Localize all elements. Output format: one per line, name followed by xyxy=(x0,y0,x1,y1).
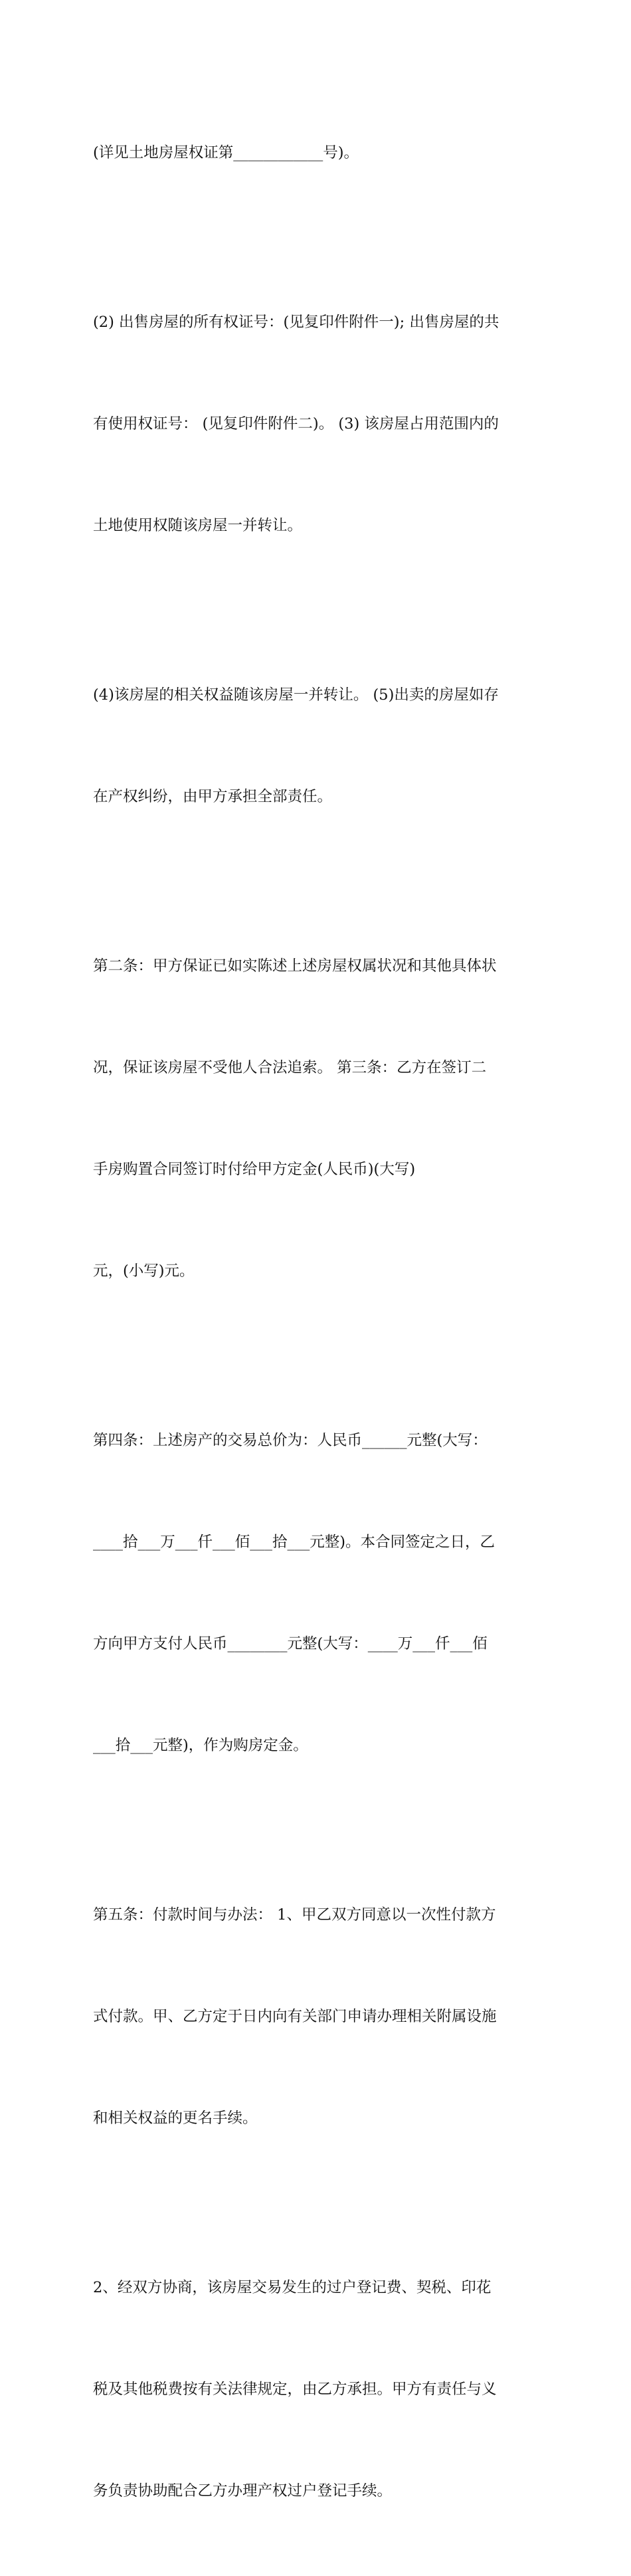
text-line: 式付款。甲、乙方定于日内向有关部门申请办理相关附属设施 xyxy=(93,2008,497,2025)
text-line: 第二条：甲方保证已如实陈述上述房屋权属状况和其他具体状 xyxy=(93,957,497,975)
text-line: 土地使用权随该房屋一并转让。 xyxy=(93,517,303,534)
text-line: (详见土地房屋权证第____________号)。 xyxy=(93,144,359,161)
paragraph-property-cert-ref xyxy=(93,68,545,238)
text-line: ____拾___万___仟___佰___拾___元整)。本合同签定之日，乙 xyxy=(93,1534,496,1551)
paragraph-rights-disputes xyxy=(93,611,545,882)
text-line: 况，保证该房屋不受他人合法追索。 第三条：乙方在签订二 xyxy=(93,1059,487,1076)
text-line: 手房购置合同签订时付给甲方定金(人民币)(大写) xyxy=(93,1161,416,1178)
text-line: (2) 出售房屋的所有权证号：(见复印件附件一); 出售房屋的共 xyxy=(93,314,499,331)
paragraph-article-5-payment xyxy=(93,1831,545,2203)
paragraph-fees xyxy=(93,2203,545,2576)
text-line: 有使用权证号： (见复印件附件二)。 (3) 该房屋占用范围内的 xyxy=(93,415,499,433)
text-line: (4)该房屋的相关权益随该房屋一并转让。 (5)出卖的房屋如存 xyxy=(93,686,499,704)
text-line: 务负责协助配合乙方办理产权过户登记手续。 xyxy=(93,2482,393,2500)
paragraph-article-2-3 xyxy=(93,882,545,1356)
paragraph-article-4-price xyxy=(93,1356,545,1831)
text-line: 在产权纠纷，由甲方承担全部责任。 xyxy=(93,788,333,805)
document-page xyxy=(93,68,545,2576)
paragraph-ownership-cert xyxy=(93,238,545,611)
text-line: 第四条：上述房产的交易总价为：人民币______元整(大写： xyxy=(93,1432,488,1449)
text-line: 2、经双方协商，该房屋交易发生的过户登记费、契税、印花 xyxy=(93,2279,492,2296)
text-line: 税及其他税费按有关法律规定，由乙方承担。甲方有责任与义 xyxy=(93,2381,497,2398)
text-line: 和相关权益的更名手续。 xyxy=(93,2110,258,2127)
text-line: 元，(小写)元。 xyxy=(93,1262,195,1280)
text-line: 第五条：付款时间与办法： 1、甲乙双方同意以一次性付款方 xyxy=(93,1906,496,1924)
text-line: 方向甲方支付人民币________元整(大写：____万___仟___佰 xyxy=(93,1635,488,1652)
text-line: ___拾___元整)，作为购房定金。 xyxy=(93,1737,308,1754)
